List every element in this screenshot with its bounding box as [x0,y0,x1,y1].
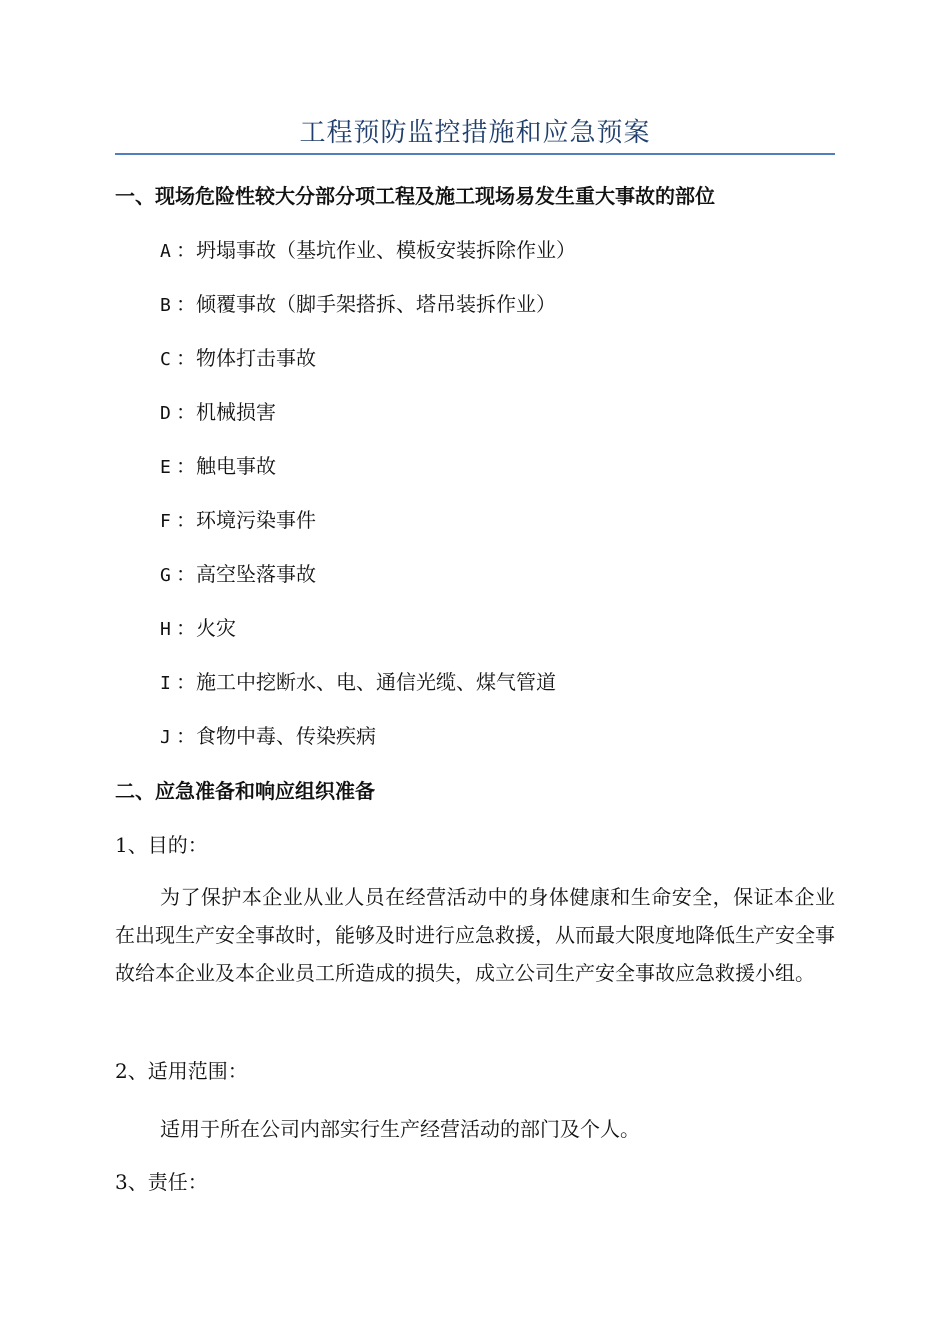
item-text: ：物体打击事故 [176,346,316,370]
list-item [160,288,556,317]
item-letter: E [160,457,171,478]
item-letter: H [160,619,171,640]
item-text: ：施工中挖断水、电、通信光缆、煤气管道 [176,670,556,694]
list-item [160,450,276,479]
section-1-heading: 一、现场危险性较大分部分项工程及施工现场易发生重大事故的部位 [115,184,715,208]
item-text: ：触电事故 [176,454,276,478]
item-text: ：坍塌事故（基坑作业、模板安装拆除作业） [176,238,576,262]
item-letter: J [160,727,171,748]
item-text: ：环境污染事件 [176,508,316,532]
document-title: 工程预防监控措施和应急预案 [299,118,651,148]
list-item [160,612,236,641]
item-text: ：倾覆事故（脚手架搭拆、塔吊装拆作业） [176,292,556,316]
list-item [160,720,376,749]
list-item [160,666,556,695]
item-letter: B [160,295,171,316]
scope-label: 2、适用范围： [115,1059,248,1083]
section-2-heading: 二、应急准备和响应组织准备 [115,779,375,803]
item-letter: D [160,403,171,424]
list-item [160,558,316,587]
list-item [160,234,576,263]
list-item [160,342,316,371]
item-text: ：食物中毒、传染疾病 [176,724,376,748]
purpose-label: 1、目的： [115,833,208,857]
title-underline [115,153,835,155]
item-text: ：机械损害 [176,400,276,424]
item-text: ：火灾 [176,616,236,640]
purpose-paragraph: 为了保护本企业从业人员在经营活动中的身体健康和生命安全，保证本企业在出现生产安全事故时，能够及时进行应急救援，从而最大限度地降低生产安全事故给本企业及本企业员工所造成的损失，成立公司生产安全事故应急救援小组。 [115,885,835,985]
item-letter: F [160,511,171,532]
item-letter: A [160,241,171,262]
item-letter: I [160,673,171,694]
item-letter: C [160,349,171,370]
list-item [160,504,316,533]
scope-paragraph: 适用于所在公司内部实行生产经营活动的部门及个人。 [160,1117,640,1141]
list-item [160,396,276,425]
item-letter: G [160,565,171,586]
item-text: ：高空坠落事故 [176,562,316,586]
responsibility-label: 3、责任： [115,1170,208,1194]
